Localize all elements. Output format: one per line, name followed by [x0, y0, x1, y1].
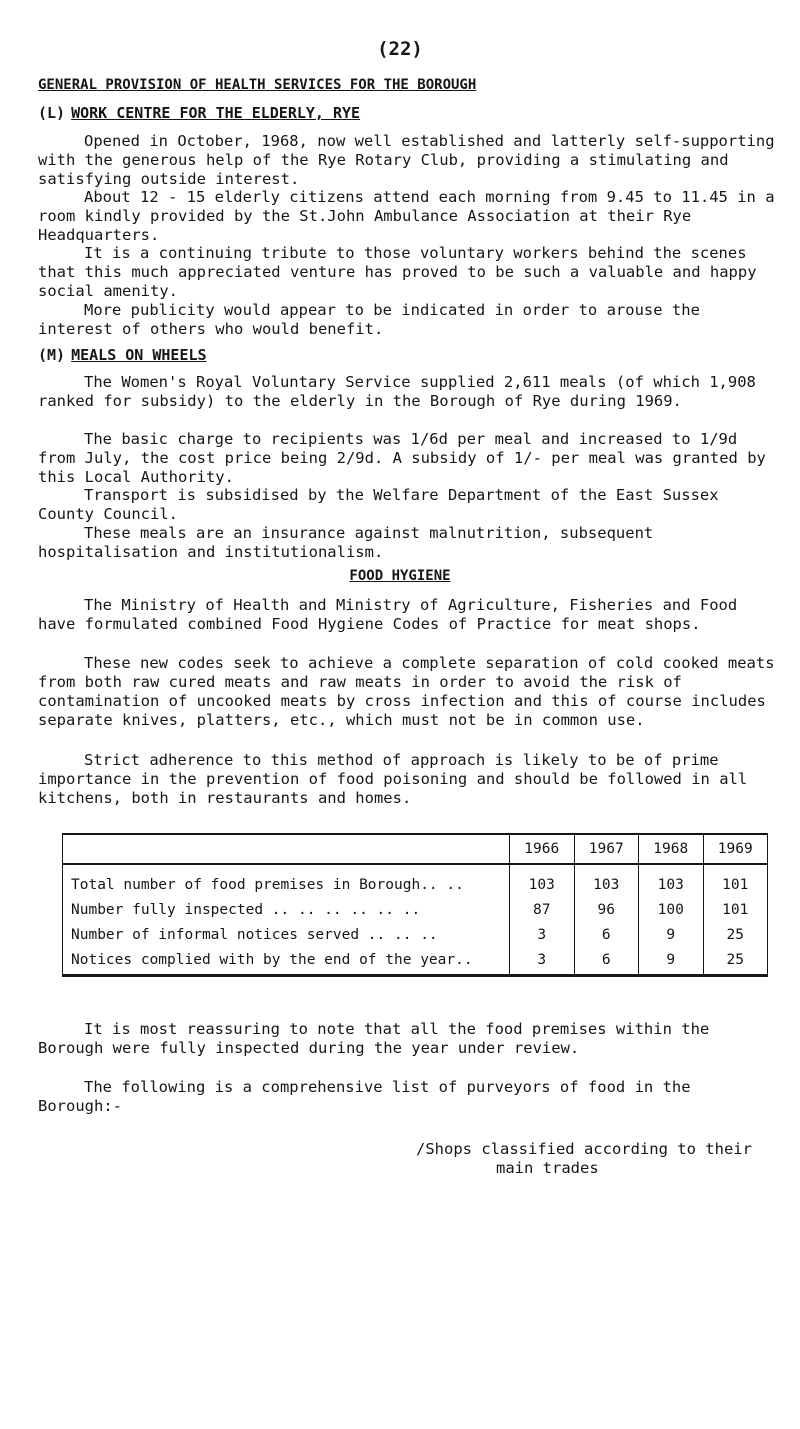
- section-m-heading: [38, 346, 207, 365]
- footnote-line: /Shops classified according to their: [416, 1140, 752, 1158]
- footnote-line: main trades: [496, 1159, 599, 1177]
- section-l-title: WORK CENTRE FOR THE ELDERLY, RYE: [71, 104, 361, 122]
- table-cell: 103: [510, 864, 575, 898]
- table-cell: 101: [703, 864, 768, 898]
- table-cell: 3: [510, 948, 575, 976]
- row-label: Notices complied with by the end of the year..: [63, 948, 510, 976]
- food-hygiene-paragraph: Strict adherence to this method of approach is likely to be of prime importance in the prevention of food poisoning and should be followed in all kitchens, both in restaurants and homes.: [38, 751, 748, 807]
- table-header-cell: 1966: [510, 834, 575, 864]
- table-row: [63, 864, 768, 898]
- table-cell: 6: [574, 923, 639, 948]
- table-header-cell: 1968: [639, 834, 704, 864]
- row-label: Number fully inspected .. .. .. .. .. ..: [63, 898, 510, 923]
- table-row: [63, 923, 768, 948]
- section-l-paragraph: Opened in October, 1968, now well established and latterly self-supporting with the generous help of the Rye Rotary Club, providing a stimulating and satisfying outside interest.: [38, 132, 775, 188]
- table-header-row: [63, 834, 768, 864]
- table-cell: 25: [703, 923, 768, 948]
- section-m-paragraph: The Women's Royal Voluntary Service supplied 2,611 meals (of which 1,908 ranked for subsidy) to the elderly in the Borough of Rye during 1969.: [38, 373, 756, 410]
- row-label: Total number of food premises in Borough.. ..: [63, 864, 510, 898]
- main-heading: GENERAL PROVISION OF HEALTH SERVICES FOR THE BOROUGH: [38, 77, 477, 93]
- food-premises-table: [62, 833, 768, 977]
- table-row: [63, 898, 768, 923]
- section-m-paragraph: The basic charge to recipients was 1/6d per meal and increased to 1/9d from July, the cost price being 2/9d. A subsidy of 1/- per meal was granted by this Local Authority.: [38, 430, 766, 486]
- table-cell: 9: [639, 923, 704, 948]
- section-l-paragraph: More publicity would appear to be indicated in order to arouse the interest of others who would benefit.: [38, 301, 700, 338]
- table-cell: 9: [639, 948, 704, 976]
- table-cell: 87: [510, 898, 575, 923]
- footnote: [416, 1140, 756, 1178]
- food-hygiene-paragraph: The Ministry of Health and Ministry of Agriculture, Fisheries and Food have formulated combined Food Hygiene Codes of Practice for meat shops.: [38, 596, 738, 633]
- table-header-cell: 1967: [574, 834, 639, 864]
- table-header-cell: 1969: [703, 834, 768, 864]
- table-cell: 103: [574, 864, 639, 898]
- table-cell: 25: [703, 948, 768, 976]
- table-cell: 96: [574, 898, 639, 923]
- row-label: Number of informal notices served .. .. ..: [63, 923, 510, 948]
- section-l-heading: [38, 104, 360, 123]
- section-m-paragraph: These meals are an insurance against malnutrition, subsequent hospitalisation and institutionalism.: [38, 524, 654, 561]
- food-hygiene-paragraph: These new codes seek to achieve a complete separation of cold cooked meats from both raw cured meats and raw meats in order to avoid the risk of contamination of uncooked meats by cross infection and this of course includes separate knives, platters, etc., which must not be in common use.: [38, 654, 775, 729]
- section-m-title: MEALS ON WHEELS: [71, 346, 207, 364]
- table-row: [63, 948, 768, 976]
- table-cell: 103: [639, 864, 704, 898]
- page-number: (22): [377, 38, 423, 60]
- after-table-paragraph: It is most reassuring to note that all the food premises within the Borough were fully inspected during the year under review.: [38, 1020, 710, 1057]
- table-cell: 101: [703, 898, 768, 923]
- table-cell: 3: [510, 923, 575, 948]
- section-l-paragraph: About 12 - 15 elderly citizens attend each morning from 9.45 to 11.45 in a room kindly provided by the St.John Ambulance Association at their Rye Headquarters.: [38, 188, 775, 244]
- food-hygiene-heading: FOOD HYGIENE: [349, 568, 451, 584]
- section-m-paragraph: Transport is subsidised by the Welfare Department of the East Sussex County Council.: [38, 486, 719, 523]
- table-header-cell: [63, 834, 510, 864]
- section-l-paragraph: It is a continuing tribute to those voluntary workers behind the scenes that this much appreciated venture has proved to be such a valuable and happy social amenity.: [38, 244, 757, 300]
- section-m-tag: (M): [38, 346, 66, 364]
- table-cell: 100: [639, 898, 704, 923]
- table-cell: 6: [574, 948, 639, 976]
- after-table-paragraph: The following is a comprehensive list of purveyors of food in the Borough:-: [38, 1078, 691, 1115]
- section-l-tag: (L): [38, 104, 66, 122]
